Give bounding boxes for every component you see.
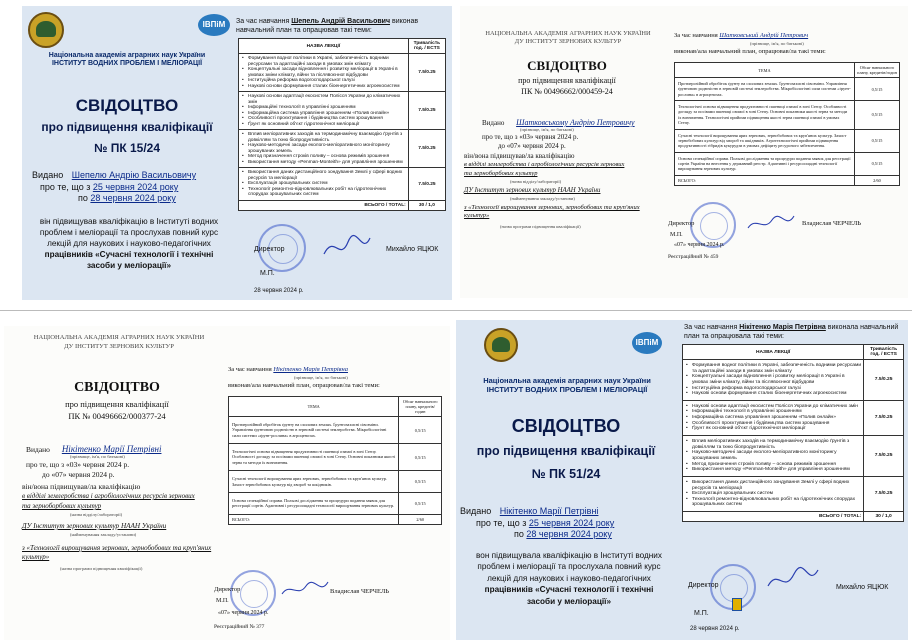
lecture-group-row <box>239 130 446 168</box>
total-value: 30 / 1,0 <box>408 200 445 210</box>
lecture-hours-cell: 7.5/0.25 <box>408 130 445 168</box>
title-main: СВІДОЦТВО <box>511 416 621 436</box>
lecture-item: • Вплив меліоративних заходів на термодинамічну взаємодію ґрунтів з довкіллям та їхню біопродуктивність <box>685 439 861 450</box>
lecture-item: • Використання методу «Penman-Monteith» для управління зрошенням <box>685 467 861 473</box>
topic-row <box>675 129 900 152</box>
director-name: Владислав ЧЕРЧЕЛЬ <box>330 588 390 595</box>
institute-name: ДУ ІНСТИТУТ ЗЕРНОВИХ КУЛЬТУР <box>64 342 174 350</box>
total-row <box>229 514 442 524</box>
topic-text: Протиерозійний обробіток ґрунту на схилових землях. Ґрунтозахисні сівозміни. Управління ґрунтовою родючістю в зерновій системі землеробства. Мікробіологічні сили системи «ґрунт-рослина» в агроценозах. <box>229 417 399 444</box>
topic-hours: 0,5/15 <box>855 78 900 101</box>
lecture-item: • Концептуальні засади відновлення і розвитку меліорації в Україні в умовах зміни клімату, війни та післявоєнної відбудови <box>685 374 861 385</box>
institute-line: ДУ Інститут зернових культур НААН України <box>22 522 167 530</box>
lecture-group-row <box>239 92 446 130</box>
intro-prefix: За час навчання <box>236 18 290 25</box>
title-main: СВІДОЦТВО <box>75 96 179 115</box>
title-main: СВІДОЦТВО <box>527 58 607 73</box>
intro-prefix: За час навчання <box>674 32 718 39</box>
certificate-number: ПК № 00496662/000377-24 <box>68 410 166 421</box>
director-name: Михайло ЯЦЮК <box>386 246 439 253</box>
issued-line <box>32 170 196 180</box>
total-value: 2/60 <box>855 175 900 185</box>
caption-name: (прізвище, ім'я, по батькові) <box>520 127 574 132</box>
topics-table <box>674 62 900 186</box>
certificate-title <box>22 96 232 155</box>
certificate-nikitenko-grain <box>4 326 450 640</box>
intro-line-2: виконав/ала навчальний план, опрацював/ла такі теми: <box>674 48 826 55</box>
period-to-prefix: по <box>514 529 524 539</box>
ivpim-logo: ІВПіМ <box>632 332 662 354</box>
registration-number: Реєстраційний № 377 <box>214 624 265 630</box>
ivpim-logo: ІВПіМ <box>198 14 230 36</box>
date-to: 28 червня 2024 року <box>90 193 176 203</box>
lecture-item: • Наукові основи адаптації екосистем Полісся України до кліматичних змін <box>685 404 861 410</box>
lecture-item: • Інформаційні технології в управлінні зрошенням <box>685 409 861 415</box>
col-hours-header: Обсяг навчального плану, кредитів/годин <box>855 63 900 78</box>
course-name: працівників «Сучасні технології і технічні <box>484 585 654 595</box>
intro-caption: (прізвище, ім'я, по батькові) <box>294 375 348 380</box>
department-name-cont: та зерноборбових культур <box>22 502 102 510</box>
period-prefix: про те, що з <box>476 518 527 528</box>
academy-emblem-icon <box>28 12 64 48</box>
institute-line: ДУ Інститут зернових культур НААН України <box>464 187 601 194</box>
issued-name: Шепелю Андрію Васильовичу <box>71 170 197 180</box>
director-label: Директор <box>254 246 285 253</box>
lecture-list <box>685 439 861 473</box>
program-name: з «Технології вирощування зернових, зернобобових та круп'яних культур» <box>22 544 212 562</box>
caption-unit: (назва відділу/лабораторії) <box>510 179 562 184</box>
lectures-table <box>682 344 904 522</box>
intro-caption: (прізвище, ім'я, по батькові) <box>750 41 804 46</box>
issued-name: Шатковському Андрію Петровичу <box>516 118 635 127</box>
topic-hours: 0,5/15 <box>399 492 442 514</box>
intro-line <box>236 18 418 25</box>
lecture-item: • Особливості проєктування і будівництва систем зрошування <box>685 421 861 427</box>
topic-text: Технологічні основи підвищення продуктивності пшениці озимої в зоні Степу. Особливості догляду за посівами пшениці озимої в зоні Степу. Основні показники якості зерна та методи їх визначення. Технологічні прийоми підвищення якості зерна пшениці озимої в умовах Степу. <box>675 101 855 129</box>
body-line: він/вона підвищував/ла кваліфікацію <box>464 152 575 160</box>
lecture-list <box>241 56 406 89</box>
title-sub: про підвищення кваліфікації <box>476 443 656 458</box>
certificate-title <box>460 58 674 97</box>
intro-prefix: За час навчання <box>228 366 272 373</box>
issued-label: Видано <box>482 119 505 127</box>
intro-line-2: план та опрацювала такі теми: <box>684 333 784 340</box>
lecture-list <box>241 94 406 127</box>
director-signature <box>280 578 330 600</box>
seal-mark: М.П. <box>670 232 683 238</box>
topic-row <box>229 471 442 493</box>
header-row <box>683 345 904 360</box>
col-topic-header: НАЗВА ЛЕКЦІЇ <box>239 39 409 54</box>
body-line: лекцій для наукових і науково-педагогічних <box>487 573 651 583</box>
row-divider <box>0 310 912 311</box>
certificate-shepel <box>22 6 452 300</box>
intro-name: Нікітенко Марія Петрівна <box>739 324 826 331</box>
total-row <box>683 512 904 522</box>
lecture-hours-cell: 7.5/0.25 <box>408 92 445 130</box>
lecture-item: • Експлуатація зрошувальних систем <box>241 181 406 187</box>
period-line <box>40 182 178 192</box>
topic-text: Протиерозійний обробіток ґрунту на схилових землях. Ґрунтозахисні сівозміни. Управління ґрунтовою родючістю в зерновій системі землеробства. Мікробіологічні сили системи «ґрунт-рослина» в агроценозах. <box>675 78 855 101</box>
body-line: проблем і меліорації та прослухала повний курс <box>477 562 661 572</box>
department-name: в відділі землеробства і агробіологічних ресурсів зернових <box>464 161 625 168</box>
topic-row <box>229 417 442 444</box>
lecture-item: • Технології ремонтно-відновлювальних робіт на гідротехнічних спорудах зрошувальних систем <box>241 187 406 198</box>
lecture-topics-cell <box>239 130 409 168</box>
topics-table <box>228 396 442 525</box>
lecture-group-row <box>683 436 904 477</box>
director-label: Директор <box>214 586 241 593</box>
topic-hours: 0,5/15 <box>855 152 900 175</box>
lecture-topics-cell <box>683 360 864 401</box>
total-value: 2/60 <box>399 514 442 524</box>
lecture-list <box>685 480 861 508</box>
lecture-group-row <box>239 168 446 201</box>
lecture-item: • Формування водної політики в Україні, забезпеченість водними ресурсами та адаптаційні заходи в умовах змін клімату <box>241 56 406 67</box>
issue-date: «07» червня 2024 р. <box>674 242 725 248</box>
lecture-item: • Наукові основи адаптації екосистем Полісся України до кліматичних змін <box>241 94 406 105</box>
lecture-item: • Науково-методичні засади еколого-меліоративного моніторингу зрошуваних земель <box>241 143 406 154</box>
lecture-item: • Наукові основи формування сталих біоенергетичних агроекосистем <box>685 391 861 397</box>
institute-name: ДУ ІНСТИТУТ ЗЕРНОВИХ КУЛЬТУР <box>514 38 622 46</box>
lecture-group-row <box>683 400 904 435</box>
period-prefix: про те, що з <box>40 182 91 192</box>
topic-hours: 0,5/15 <box>399 471 442 493</box>
header-row <box>239 39 446 54</box>
topic-row <box>675 152 900 175</box>
coat-of-arms-icon <box>732 598 742 611</box>
director-signature <box>766 566 820 594</box>
issued-label: Видано <box>26 445 50 454</box>
lecture-item: • Інформаційні технології в управлінні зрошенням <box>241 105 406 111</box>
issued-name: Нікітенко Марії Петрівні <box>61 444 162 454</box>
certificate-title <box>456 416 676 482</box>
total-label: ВСЬОГО: <box>229 514 399 524</box>
topic-text: Технологічні основи підвищення продуктивності пшениці озимої в зоні Степу. Особливості догляду за посівами пшениці озимої в зоні Степу. Основні показники якості зерна та методи їх визначення. <box>229 444 399 471</box>
lecture-item: • Інформаційна система управління зрошенням «Полив онлайн» <box>685 415 861 421</box>
date-from: 25 червня 2024 року <box>92 182 179 192</box>
academy-header <box>14 334 224 351</box>
body-line: він/вона підвищував/ла кваліфікацію <box>22 482 141 491</box>
academy-header <box>24 52 230 69</box>
lecture-item: • Наукові основи формування сталих біоенергетичних агроекосистем <box>241 84 406 90</box>
period-to: до «07» червня 2024 р. <box>498 142 566 150</box>
header-row <box>229 397 442 417</box>
intro-line <box>228 366 348 373</box>
issued-line <box>482 118 635 127</box>
body-line: вон підвищувала кваліфікацію в Інституті водних <box>476 551 662 560</box>
total-label: ВСЬОГО: <box>675 175 855 185</box>
registration-number: Реєстраційний № 459 <box>668 254 719 260</box>
lecture-topics-cell <box>683 400 864 435</box>
body-line: лекцій для наукових і науково-педагогічних <box>47 239 211 249</box>
header-row <box>675 63 900 78</box>
total-label: ВСЬОГО / TOTAL: <box>683 512 864 522</box>
lecture-item: • Використання методу «Penman-Monteith» для управління зрошенням <box>241 160 406 166</box>
lecture-item: • Експлуатація зрошувальних систем <box>685 491 861 497</box>
lecture-list <box>241 170 406 198</box>
total-row <box>675 175 900 185</box>
course-name-cont: засоби у меліорації» <box>86 261 172 271</box>
academy-header <box>458 376 676 394</box>
period-to: до «07» червня 2024 р. <box>42 470 115 479</box>
lecture-hours-cell: 7.5/0.25 <box>864 436 904 477</box>
lecture-item: • Використання даних дистанційного зондування Землі у сфері водних ресурсів та меліорації <box>685 480 861 491</box>
lecture-group-row <box>683 360 904 401</box>
period-to-line <box>514 529 612 539</box>
lecture-topics-cell <box>683 436 864 477</box>
topic-row <box>675 101 900 129</box>
lecture-item: • Ґрунт як основний об'єкт гідротехнічної меліорації <box>241 122 406 128</box>
intro-line-2: навчальний план та опрацював такі теми: <box>236 27 372 34</box>
topic-text: Сучасні технології вирощування ярих зернових, зернобобових та круп'яних культур. Захист зернобобових культур від хвороб та шкідників. <box>229 471 399 493</box>
col-topic-header: ТЕМА <box>675 63 855 78</box>
lecture-group-row <box>239 54 446 92</box>
topic-hours: 0,5/15 <box>399 444 442 471</box>
certificate-shatkovskyi <box>460 6 908 298</box>
seal-mark: М.П. <box>694 610 709 617</box>
col-topic-header: ТЕМА <box>229 397 399 417</box>
lecture-item: • Інституційна реформа водогосподарської галузі <box>241 78 406 84</box>
certificate-nikitenko-melioration <box>456 320 908 640</box>
academy-header <box>468 30 668 47</box>
lecture-hours-cell: 7.5/0.25 <box>864 360 904 401</box>
department-name: в відділі землеробства і агробіологічних ресурсів зернових <box>22 492 195 500</box>
lectures-table <box>238 38 446 211</box>
lecture-item: • Ґрунт як основний об'єкт гідротехнічної меліорації <box>685 426 861 432</box>
topic-hours: 0,5/15 <box>399 417 442 444</box>
total-row <box>239 200 446 210</box>
lecture-hours-cell: 7.5/0.25 <box>408 54 445 92</box>
intro-line-2: виконав/ала навчальний план, опрацював/ла такі теми: <box>228 382 380 389</box>
col-hours-header: Обсяг навчального плану, кредитів/годин <box>399 397 442 417</box>
certificate-number: ПК № 00496662/000459-24 <box>521 87 613 97</box>
intro-name: Нікітенко Марія Петрівна <box>273 366 348 373</box>
lecture-item: • Метод призначення строків поливу – основа режимів зрошення <box>685 462 861 468</box>
caption-program: (назва програми підвищення кваліфікації) <box>500 224 581 229</box>
title-sub: про підвищення кваліфікації <box>518 75 616 85</box>
lecture-list <box>241 132 406 165</box>
issued-line <box>460 506 598 516</box>
caption-program: (назва програми підвищення кваліфікації) <box>60 566 143 571</box>
intro-name: Шатковський Андрій Петрович <box>719 32 809 39</box>
lecture-item: • Формування водної політики в Україні, забезпеченість водними ресурсами та адаптаційні заходи в умовах змін клімату <box>685 363 861 374</box>
title-sub: про підвищення кваліфікації <box>41 120 213 135</box>
director-label: Директор <box>688 582 719 589</box>
director-name: Владислав ЧЕРЧЕЛЬ <box>802 220 862 227</box>
certificate-body <box>462 550 676 607</box>
lecture-item: • Концептуальні засади відновлення і розвитку меліорації в Україні в умовах зміни клімату, війни та післявоєнної відбудови <box>241 67 406 78</box>
total-label: ВСЬОГО / TOTAL: <box>239 200 409 210</box>
date-to: 28 червня 2024 року <box>526 529 612 539</box>
caption-name: (прізвище, ім'я, по батькові) <box>70 454 125 459</box>
lecture-hours-cell: 7.5/0.25 <box>864 400 904 435</box>
issued-label: Видано <box>32 170 64 180</box>
issue-date: «07» червня 2024 р. <box>218 610 269 616</box>
academy-name: Національна академія аграрних наук України <box>48 52 206 59</box>
date-from: 25 червня 2024 року <box>528 518 615 528</box>
period-to-prefix: по <box>78 193 88 203</box>
certificate-number: № ПК 15/24 <box>93 140 161 155</box>
body-line: проблем і меліорації та прослухав повний курс <box>39 228 219 238</box>
topic-row <box>229 444 442 471</box>
lecture-topics-cell <box>239 168 409 201</box>
intro-suffix: виконала навчальний <box>827 324 899 331</box>
lecture-topics-cell <box>239 92 409 130</box>
program-name: з «Технології вирощування зернових, зернобобових та круп'яних культур» <box>464 204 640 220</box>
seal-mark: М.П. <box>260 270 275 277</box>
period-from: про те, що з «03» червня 2024 р. <box>26 460 130 469</box>
lecture-hours-cell: 7.5/0.25 <box>408 168 445 201</box>
lecture-hours-cell: 7.5/0.25 <box>864 476 904 511</box>
col-topic-header: НАЗВА ЛЕКЦІЇ <box>683 345 864 360</box>
director-name: Михайло ЯЦЮК <box>836 584 889 591</box>
title-main: СВІДОЦТВО <box>74 380 160 395</box>
title-sub: про підвищення кваліфікації <box>65 398 169 409</box>
lecture-item: • Особливості проєктування і будівництва систем зрошування <box>241 116 406 122</box>
col-hours-header: Тривалість год. / ECTS <box>408 39 445 54</box>
certificate-body <box>26 216 232 271</box>
academy-name: НАЦІОНАЛЬНА АКАДЕМІЯ АГРАРНИХ НАУК УКРАЇНИ <box>33 334 205 341</box>
institute-name: ІНСТИТУТ ВОДНИХ ПРОБЛЕМ І МЕЛІОРАЦІЇ <box>486 385 648 394</box>
lecture-item: • Технології ремонтно-відновлювальних робіт на гідротехнічних спорудах зрошувальних систем <box>685 497 861 508</box>
period-to-line <box>78 193 176 203</box>
academy-emblem-icon <box>484 328 518 362</box>
intro-prefix: За час навчання <box>684 324 738 331</box>
issued-name: Нікітенко Марії Петрівні <box>499 506 599 516</box>
topic-row <box>675 78 900 101</box>
topic-hours: 0,5/15 <box>855 129 900 152</box>
lecture-item: • Вплив меліоративних заходів на термодинамічну взаємодію ґрунтів з довкіллям та їхню біопродуктивність <box>241 132 406 143</box>
lecture-item: • Інституційна реформа водогосподарської галузі <box>685 386 861 392</box>
body-line: він підвищував кваліфікацію в Інституті водних <box>39 217 219 226</box>
topic-text: Сучасні технології вирощування ярих зернових, зернобобових та круп'яних культур. Захист зернобобових культур від хвороб та шкідників. Агротехнологічні прийоми підвищення продуктивності гібридів кукурудзи в умовах дефіциту ресурсного забезпечення. <box>675 129 855 152</box>
topic-hours: 0,5/15 <box>855 101 900 129</box>
caption-institute: (найменування закладу/установи) <box>70 532 137 537</box>
intro-line <box>674 32 808 39</box>
issued-line <box>26 444 161 454</box>
intro-line <box>684 324 898 331</box>
course-name-cont: засоби у меліорації» <box>526 596 612 606</box>
col-hours-header: Тривалість год. / ECTS <box>864 345 904 360</box>
issue-date: 28 червня 2024 р. <box>254 288 304 294</box>
caption-institute: (найменування закладу/установи) <box>510 196 575 201</box>
lecture-item: • Використання даних дистанційного зондування Землі у сфері водних ресурсів та меліорації <box>241 170 406 181</box>
lecture-list <box>685 404 861 432</box>
department-name-cont: та зерноборбових культур <box>464 170 538 177</box>
director-signature <box>322 232 372 262</box>
topic-text: Основи селекційної справи. Польові дослідження та процедури подання заявок для реєстрації сортів України на внесення у державний реєстр. Адаптивні і ресурсоощадні технології вирощування зернових культур. <box>675 152 855 175</box>
lecture-item: • Метод призначення строків поливу – основа режимів зрошення <box>241 154 406 160</box>
intro-name: Шепель Андрій Васильович <box>291 18 391 25</box>
institute-name: ІНСТИТУТ ВОДНИХ ПРОБЛЕМ І МЕЛІОРАЦІЇ <box>51 60 202 68</box>
issued-label: Видано <box>460 506 492 516</box>
intro-suffix: виконав <box>391 18 419 25</box>
academy-name: Національна академія аграрних наук України <box>483 376 651 385</box>
academy-name: НАЦІОНАЛЬНА АКАДЕМІЯ АГРАРНИХ НАУК УКРАЇНИ <box>485 30 651 37</box>
period-from: про те, що з «03» червня 2024 р. <box>482 133 579 141</box>
total-value: 30 / 1,0 <box>864 512 904 522</box>
lecture-list <box>685 363 861 397</box>
certificate-title <box>10 380 224 421</box>
period-line <box>476 518 614 528</box>
topic-text: Основи селекційної справи. Польові дослідження та процедури подання заявок для реєстрації сортів. Адаптивні і ресурсоощадні технології вирощування зернових культур. <box>229 492 399 514</box>
lecture-group-row <box>683 476 904 511</box>
lecture-topics-cell <box>683 476 864 511</box>
lecture-item: • Інформаційна система управління зрошенням «Полив онлайн» <box>241 111 406 117</box>
caption-unit: (назва відділу/лабораторії) <box>70 512 123 517</box>
director-signature <box>746 212 796 234</box>
lecture-topics-cell <box>239 54 409 92</box>
director-label: Директор <box>668 220 695 227</box>
course-name: працівників «Сучасні технології і технічні <box>44 250 214 260</box>
lecture-item: • Науково-методичні засади еколого-меліоративного моніторингу зрошуваних земель <box>685 450 861 461</box>
topic-row <box>229 492 442 514</box>
issue-date: 28 червня 2024 р. <box>690 626 740 632</box>
seal-mark: М.П. <box>216 598 229 604</box>
certificate-number: № ПК 51/24 <box>531 466 601 481</box>
